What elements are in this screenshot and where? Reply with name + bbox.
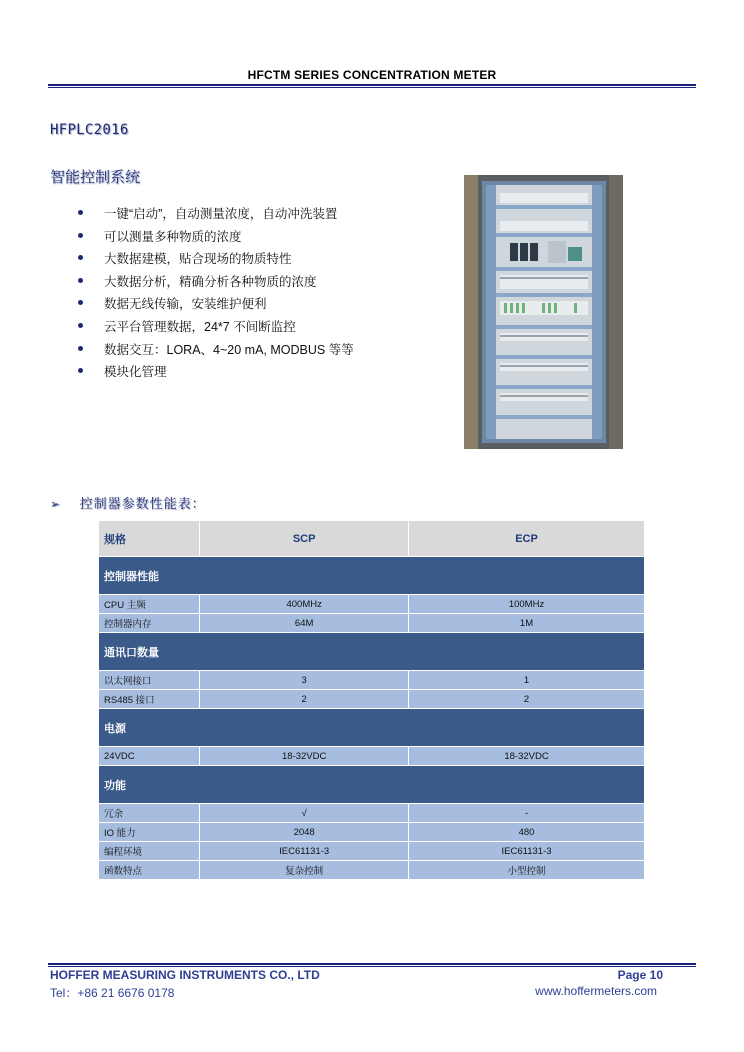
table-row — [99, 671, 645, 690]
table-group-row — [99, 709, 645, 747]
cabinet-illustration — [464, 175, 623, 449]
spec-name: 控制器内存 — [99, 614, 200, 633]
column-header: 规格 — [99, 521, 200, 557]
group-title: 功能 — [99, 766, 645, 804]
spec-name: IO 能力 — [99, 823, 200, 842]
table-row — [99, 861, 645, 880]
arrow-bullet-icon: ➢ — [50, 497, 61, 511]
group-title: 控制器性能 — [99, 557, 645, 595]
table-row — [99, 823, 645, 842]
column-header: ECP — [409, 521, 645, 557]
footer-company: HOFFER MEASURING INSTRUMENTS CO., LTD — [50, 968, 320, 982]
list-item: 模块化管理 — [78, 362, 354, 385]
bullet-icon — [78, 323, 83, 328]
section-title: 智能控制系统 — [50, 169, 141, 186]
list-item: 数据无线传输，安装维护便利 — [78, 294, 354, 317]
bullet-icon — [78, 278, 83, 283]
footer-rule-thin — [48, 966, 696, 967]
spec-value: IEC61131-3 — [200, 842, 409, 861]
group-title: 电源 — [99, 709, 645, 747]
list-item: 大数据建模，贴合现场的物质特性 — [78, 249, 354, 272]
footer-website-link[interactable]: www.hoffermeters.com — [535, 984, 657, 998]
model-title: HFPLC2016 — [50, 122, 129, 138]
spec-value: 100MHz — [409, 595, 645, 614]
spec-value: √ — [200, 804, 409, 823]
control-cabinet-photo — [464, 175, 623, 449]
spec-value: IEC61131-3 — [409, 842, 645, 861]
table-row — [99, 747, 645, 766]
table-group-row — [99, 633, 645, 671]
spec-value: 18-32VDC — [409, 747, 645, 766]
table-row — [99, 804, 645, 823]
spec-value: 480 — [409, 823, 645, 842]
table-group-row — [99, 557, 645, 595]
bullet-icon — [78, 233, 83, 238]
footer-rule — [48, 963, 696, 965]
column-header: SCP — [200, 521, 409, 557]
spec-value: 2 — [409, 690, 645, 709]
group-title: 通讯口数量 — [99, 633, 645, 671]
spec-value: 18-32VDC — [200, 747, 409, 766]
footer-telephone: Tel：+86 21 6676 0178 — [50, 986, 175, 1000]
header-rule-thin — [48, 87, 696, 88]
table-heading-label: 控制器参数性能表： — [79, 496, 206, 511]
table-row — [99, 614, 645, 633]
spec-value: 2048 — [200, 823, 409, 842]
list-item: 可以测量多种物质的浓度 — [78, 227, 354, 250]
spec-value: 3 — [200, 671, 409, 690]
list-item: 一键“启动”，自动测量浓度，自动冲洗装置 — [78, 204, 354, 227]
spec-name: 冗余 — [99, 804, 200, 823]
list-item: 大数据分析，精确分析各种物质的浓度 — [78, 272, 354, 295]
bullet-icon — [78, 255, 83, 260]
feature-list — [78, 204, 354, 385]
spec-name: 24VDC — [99, 747, 200, 766]
bullet-icon — [78, 346, 83, 351]
bullet-icon — [78, 210, 83, 215]
bullet-icon — [78, 300, 83, 305]
spec-name: 编程环境 — [99, 842, 200, 861]
spec-value: 2 — [200, 690, 409, 709]
spec-value: 小型控制 — [409, 861, 645, 880]
table-row — [99, 690, 645, 709]
spec-name: 以太网接口 — [99, 671, 200, 690]
spec-name: 函数特点 — [99, 861, 200, 880]
list-item: 云平台管理数据，24*7 不间断监控 — [78, 317, 354, 340]
spec-name: RS485 接口 — [99, 690, 200, 709]
spec-value: - — [409, 804, 645, 823]
table-group-row — [99, 766, 645, 804]
header-rule — [48, 84, 696, 86]
table-row — [99, 842, 645, 861]
list-item: 数据交互：LORA、4~20 mA, MODBUS 等等 — [78, 340, 354, 363]
spec-value: 1 — [409, 671, 645, 690]
header-title: HFCTM SERIES CONCENTRATION METER — [247, 68, 497, 82]
spec-value: 400MHz — [200, 595, 409, 614]
table-heading — [50, 493, 206, 512]
bullet-icon — [78, 368, 83, 373]
spec-value: 64M — [200, 614, 409, 633]
spec-value: 1M — [409, 614, 645, 633]
table-header-row — [99, 521, 645, 557]
spec-name: CPU 主频 — [99, 595, 200, 614]
spec-value: 复杂控制 — [200, 861, 409, 880]
footer-page-number: Page 10 — [617, 968, 663, 982]
table-row — [99, 595, 645, 614]
spec-table — [98, 520, 645, 880]
